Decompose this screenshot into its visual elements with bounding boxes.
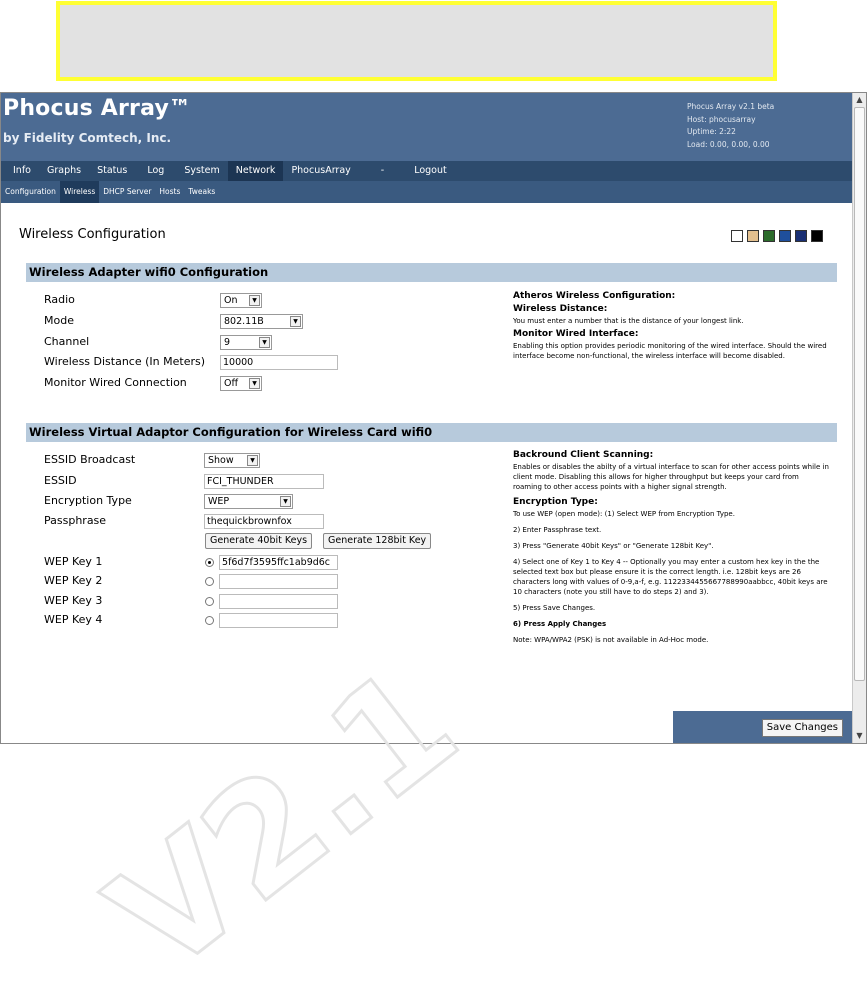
theme-swatch-white[interactable]: [731, 230, 743, 242]
wep-key-4-radio[interactable]: [205, 616, 214, 625]
encryption-help-step1: To use WEP (open mode): (1) Select WEP from Encryption Type.: [513, 510, 735, 518]
adapter-help: [513, 290, 829, 361]
virtual-section-heading: Wireless Virtual Adaptor Configuration for Wireless Card wifi0: [26, 423, 837, 442]
mode-select[interactable]: [220, 314, 303, 329]
channel-select-value: 9: [224, 337, 231, 348]
chevron-down-icon: ▼: [259, 337, 270, 348]
nav-item-phocusarray[interactable]: PhocusArray: [291, 165, 351, 176]
wep-key-3-label: WEP Key 3: [44, 594, 103, 607]
radio-select[interactable]: [220, 293, 262, 308]
virtual-help: [513, 449, 829, 645]
theme-swatch-black[interactable]: [811, 230, 823, 242]
scrollbar-thumb[interactable]: [854, 107, 865, 681]
host-text: Host: phocusarray: [687, 114, 756, 124]
app-header: [1, 93, 853, 161]
adapter-section-heading: Wireless Adapter wifi0 Configuration: [26, 263, 837, 282]
subnav-item-tweaks[interactable]: Tweaks: [188, 187, 216, 196]
wep-key-1-input[interactable]: 5f6d7f3595ffc1ab9d6c: [219, 555, 338, 570]
chevron-down-icon: ▼: [247, 455, 258, 466]
distance-help-text: You must enter a number that is the distance of your longest link.: [513, 317, 744, 325]
sub-nav: [1, 181, 853, 203]
nav-item-info[interactable]: Info: [13, 165, 31, 176]
nav-item-logout[interactable]: Logout: [414, 165, 447, 176]
channel-select[interactable]: [220, 335, 272, 350]
chevron-down-icon: ▼: [249, 378, 260, 389]
page-title: Wireless Configuration: [19, 227, 166, 242]
wep-key-3-radio[interactable]: [205, 597, 214, 606]
theme-swatch-navy[interactable]: [795, 230, 807, 242]
monitor-help-title: Monitor Wired Interface:: [513, 329, 639, 339]
encryption-help-step4: 4) Select one of Key 1 to Key 4 -- Optionally you may enter a custom hex key in the the selected text box but please ensure it is the correct length. i.e. 128bit keys are 26 characters long with values of 0-9,a-f, e.g. 1122334455667788990aabbcc, 40bit keys are 10 characters (note you still have to do steps 2) and 3).: [513, 558, 828, 596]
theme-swatch-green[interactable]: [763, 230, 775, 242]
wep-key-4-input[interactable]: [219, 613, 338, 628]
watermark-text: V2.1: [80, 634, 488, 1007]
generate-128bit-button[interactable]: Generate 128bit Key: [323, 533, 431, 549]
wep-key-4-label: WEP Key 4: [44, 613, 103, 626]
wep-key-2-input[interactable]: [219, 574, 338, 589]
scroll-up-icon[interactable]: ▲: [856, 95, 863, 104]
essid-broadcast-select[interactable]: [204, 453, 260, 468]
load-text: Load: 0.00, 0.00, 0.00: [687, 139, 770, 149]
channel-label: Channel: [44, 335, 90, 348]
theme-swatches: [731, 230, 823, 242]
encryption-help-step2: 2) Enter Passphrase text.: [513, 526, 602, 534]
theme-swatch-tan[interactable]: [747, 230, 759, 242]
encryption-select-value: WEP: [208, 496, 230, 507]
chevron-down-icon: ▼: [249, 295, 260, 306]
nav-item-graphs[interactable]: Graphs: [46, 165, 82, 176]
page-viewport: [1, 93, 853, 743]
scroll-down-icon[interactable]: ▼: [856, 731, 863, 740]
adapter-help-title: Atheros Wireless Configuration:: [513, 291, 676, 301]
encryption-select[interactable]: [204, 494, 293, 509]
vertical-scrollbar[interactable]: [852, 93, 866, 743]
wep-key-1-label: WEP Key 1: [44, 555, 103, 568]
subnav-item-hosts[interactable]: Hosts: [159, 187, 181, 196]
essid-input[interactable]: FCI_THUNDER: [204, 474, 324, 489]
version-text: Phocus Array v2.1 beta: [687, 102, 775, 111]
nav-item-separator: -: [380, 165, 385, 176]
encryption-help-step3: 3) Press "Generate 40bit Keys" or "Generate 128bit Key".: [513, 542, 714, 550]
essid-label: ESSID: [44, 474, 77, 487]
nav-item-log[interactable]: Log: [147, 165, 165, 176]
distance-input[interactable]: 10000: [220, 355, 338, 370]
nav-item-status[interactable]: Status: [97, 165, 128, 176]
nav-item-network[interactable]: Network: [228, 161, 284, 181]
highlight-callout-box: [56, 1, 777, 81]
main-nav: [1, 161, 853, 181]
radio-select-value: On: [224, 295, 238, 306]
subnav-item-dhcp-server[interactable]: DHCP Server: [103, 187, 152, 196]
scan-help-title: Backround Client Scanning:: [513, 450, 654, 460]
browser-frame: [0, 92, 867, 744]
wep-key-2-label: WEP Key 2: [44, 574, 103, 587]
mode-label: Mode: [44, 314, 74, 327]
passphrase-input[interactable]: thequickbrownfox: [204, 514, 324, 529]
form-footer: [673, 711, 853, 743]
theme-swatch-blue[interactable]: [779, 230, 791, 242]
wep-key-2-radio[interactable]: [205, 577, 214, 586]
save-changes-button[interactable]: Save Changes: [762, 719, 843, 737]
subnav-item-wireless[interactable]: Wireless: [60, 181, 99, 203]
generate-40bit-button[interactable]: Generate 40bit Keys: [205, 533, 312, 549]
encryption-label: Encryption Type: [44, 494, 132, 507]
encryption-help-note: Note: WPA/WPA2 (PSK) is not available in Ad-Hoc mode.: [513, 636, 709, 644]
monitor-label: Monitor Wired Connection: [44, 376, 187, 389]
passphrase-label: Passphrase: [44, 514, 107, 527]
scan-help-text: Enables or disables the abilty of a virtual interface to scan for other access points while in client mode. Disabling this allows for higher throughput but keeps your card from roaming to other access points with a higher signal strength.: [513, 463, 829, 491]
encryption-help-step6: 6) Press Apply Changes: [513, 620, 607, 628]
wep-key-1-radio[interactable]: [205, 558, 214, 567]
essid-broadcast-label: ESSID Broadcast: [44, 453, 136, 466]
distance-label: Wireless Distance (In Meters): [44, 355, 206, 368]
distance-help-title: Wireless Distance:: [513, 304, 608, 314]
essid-broadcast-value: Show: [208, 455, 234, 466]
encryption-help-step5: 5) Press Save Changes.: [513, 604, 596, 612]
nav-item-system[interactable]: System: [184, 165, 220, 176]
brand-title: Phocus Array™: [3, 96, 192, 121]
mode-select-value: 802.11B: [224, 316, 264, 327]
chevron-down-icon: ▼: [280, 496, 291, 507]
brand-subtitle: by Fidelity Comtech, Inc.: [3, 131, 172, 145]
radio-label: Radio: [44, 293, 75, 306]
encryption-help-title: Encryption Type:: [513, 497, 598, 507]
system-info: [687, 101, 774, 151]
uptime-text: Uptime: 2:22: [687, 127, 736, 136]
wep-key-3-input[interactable]: [219, 594, 338, 609]
monitor-help-text: Enabling this option provides periodic monitoring of the wired interface. Should the wired interface become non-functional, the wireless interface will become disabled.: [513, 342, 827, 360]
chevron-down-icon: ▼: [290, 316, 301, 327]
subnav-item-configuration[interactable]: Configuration: [5, 187, 56, 196]
monitor-select-value: Off: [224, 378, 239, 389]
monitor-select[interactable]: [220, 376, 262, 391]
